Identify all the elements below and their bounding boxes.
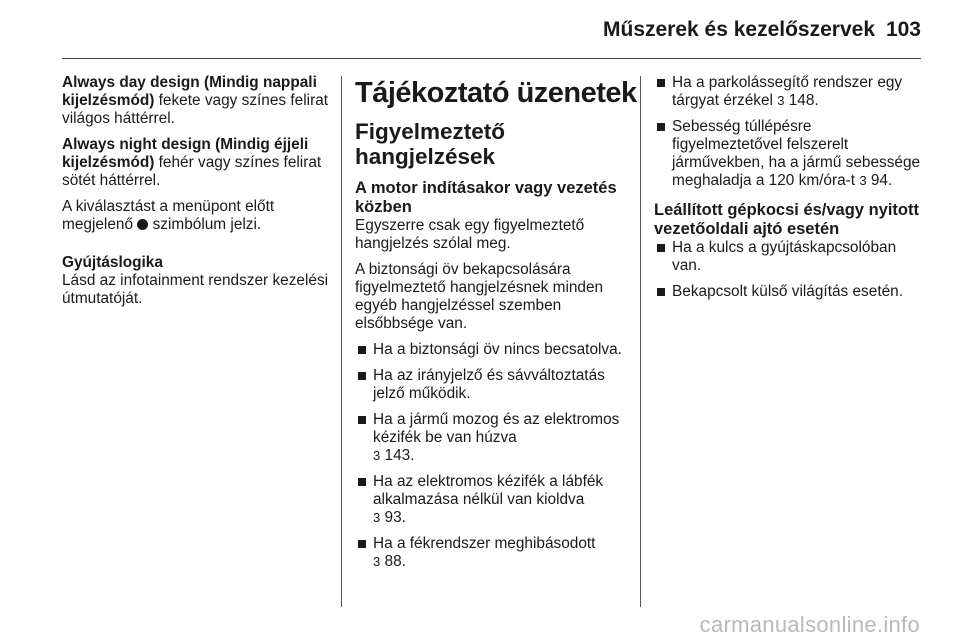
- page-reference-icon: 3: [859, 173, 867, 188]
- list-item-text: Ha a kulcs a gyújtáskapcsolóban van.: [672, 239, 897, 274]
- list-item-text: Ha a fékrendszer meghibásodott: [373, 535, 596, 552]
- list-item-text: Ha az irányjelző és sávváltoztatás jelző működik.: [373, 367, 605, 402]
- square-bullet-icon: [358, 346, 366, 354]
- page-number: 103: [885, 18, 921, 41]
- subsubsection-title: A motor indításakor vagy vezetés közben: [355, 179, 617, 216]
- paragraph-day-design: [62, 74, 334, 128]
- column-right: [654, 74, 926, 309]
- square-bullet-icon: [657, 244, 665, 252]
- page-reference-icon: 3: [373, 448, 381, 463]
- list-item: [654, 74, 926, 110]
- page-reference-icon: 3: [373, 510, 381, 525]
- square-bullet-icon: [358, 540, 366, 548]
- square-bullet-icon: [657, 79, 665, 87]
- day-design-term: Always day design (Mindig nappali kijelzésmód): [62, 74, 317, 109]
- chime-conditions-list-continued: [654, 74, 926, 190]
- day-design-desc: fekete vagy színes felirat világos háttérrel.: [62, 92, 329, 127]
- paragraph-seatbelt-priority: A biztonsági öv bekapcsolására figyelmeztető hangjelzésnek minden egyéb hangjelzéssel szemben elsőbbsége van.: [355, 261, 604, 332]
- chime-conditions-list: [355, 341, 625, 571]
- selection-text-b: szimbólum jelzi.: [148, 216, 262, 233]
- parked-vehicle-heading: Leállított gépkocsi és/vagy nyitott vezetőoldali ajtó esetén: [654, 201, 919, 238]
- square-bullet-icon: [358, 478, 366, 486]
- page-reference[interactable]: 148.: [788, 92, 819, 109]
- square-bullet-icon: [657, 123, 665, 131]
- page-reference[interactable]: 143.: [384, 447, 415, 464]
- paragraph-selection: [62, 198, 334, 234]
- list-item: [654, 283, 926, 301]
- paragraph-night-design: [62, 136, 334, 190]
- header-rule: [62, 58, 921, 59]
- page-reference[interactable]: 94.: [870, 172, 893, 189]
- ignition-logic-heading: Gyújtáslogika: [62, 254, 163, 271]
- page-reference-icon: 3: [777, 93, 785, 108]
- paragraph-ignition-logic: Lásd az infotainment rendszer kezelési útmutatóját.: [62, 272, 329, 307]
- list-item: [355, 341, 625, 359]
- list-item-text: Ha az elektromos kézifék a lábfék alkalmazása nélkül van kioldva: [373, 473, 604, 508]
- square-bullet-icon: [657, 288, 665, 296]
- column-divider-left: [341, 76, 342, 607]
- list-item: [355, 411, 625, 465]
- list-item: [654, 239, 926, 275]
- selection-text-a: A kiválasztást a menüpont előtt megjelenő: [62, 198, 275, 233]
- subsection-title: Figyelmeztető hangjelzések: [355, 119, 506, 169]
- column-divider-right: [640, 76, 641, 607]
- selected-dot-icon: [137, 219, 148, 230]
- page-reference[interactable]: 93.: [384, 509, 406, 526]
- list-item-text: Ha a jármű mozog és az elektromos kézifék be van húzva: [373, 411, 620, 446]
- column-left: [62, 74, 334, 316]
- column-middle: [355, 74, 637, 579]
- parked-conditions-list: [654, 239, 926, 301]
- page-reference-icon: 3: [373, 554, 381, 569]
- paragraph-single-chime: Egyszerre csak egy figyelmeztető hangjelzés szólal meg.: [355, 217, 585, 252]
- list-item-text: Bekapcsolt külső világítás esetén.: [672, 283, 903, 300]
- page-header-title: Műszerek és kezelőszervek: [603, 18, 876, 41]
- page-reference[interactable]: 88.: [384, 553, 406, 570]
- list-item: [654, 118, 926, 190]
- section-title: Tájékoztató üzenetek: [355, 77, 637, 109]
- list-item: [355, 535, 625, 571]
- watermark: carmanualsonline.info: [699, 612, 920, 637]
- night-design-desc: fehér vagy színes felirat sötét háttérrel.: [62, 154, 322, 189]
- list-item: [355, 473, 625, 527]
- list-item: [355, 367, 625, 403]
- square-bullet-icon: [358, 416, 366, 424]
- square-bullet-icon: [358, 372, 366, 380]
- list-item-text: Sebesség túllépésre figyelmeztetővel felszerelt járművekben, ha a jármű sebessége meghaladja a 120 km/óra-t: [672, 118, 921, 189]
- list-item-text: Ha a parkolássegítő rendszer egy tárgyat érzékel: [672, 74, 903, 109]
- night-design-term: Always night design (Mindig éjjeli kijelzésmód): [62, 136, 309, 171]
- list-item-text: Ha a biztonsági öv nincs becsatolva.: [373, 341, 622, 358]
